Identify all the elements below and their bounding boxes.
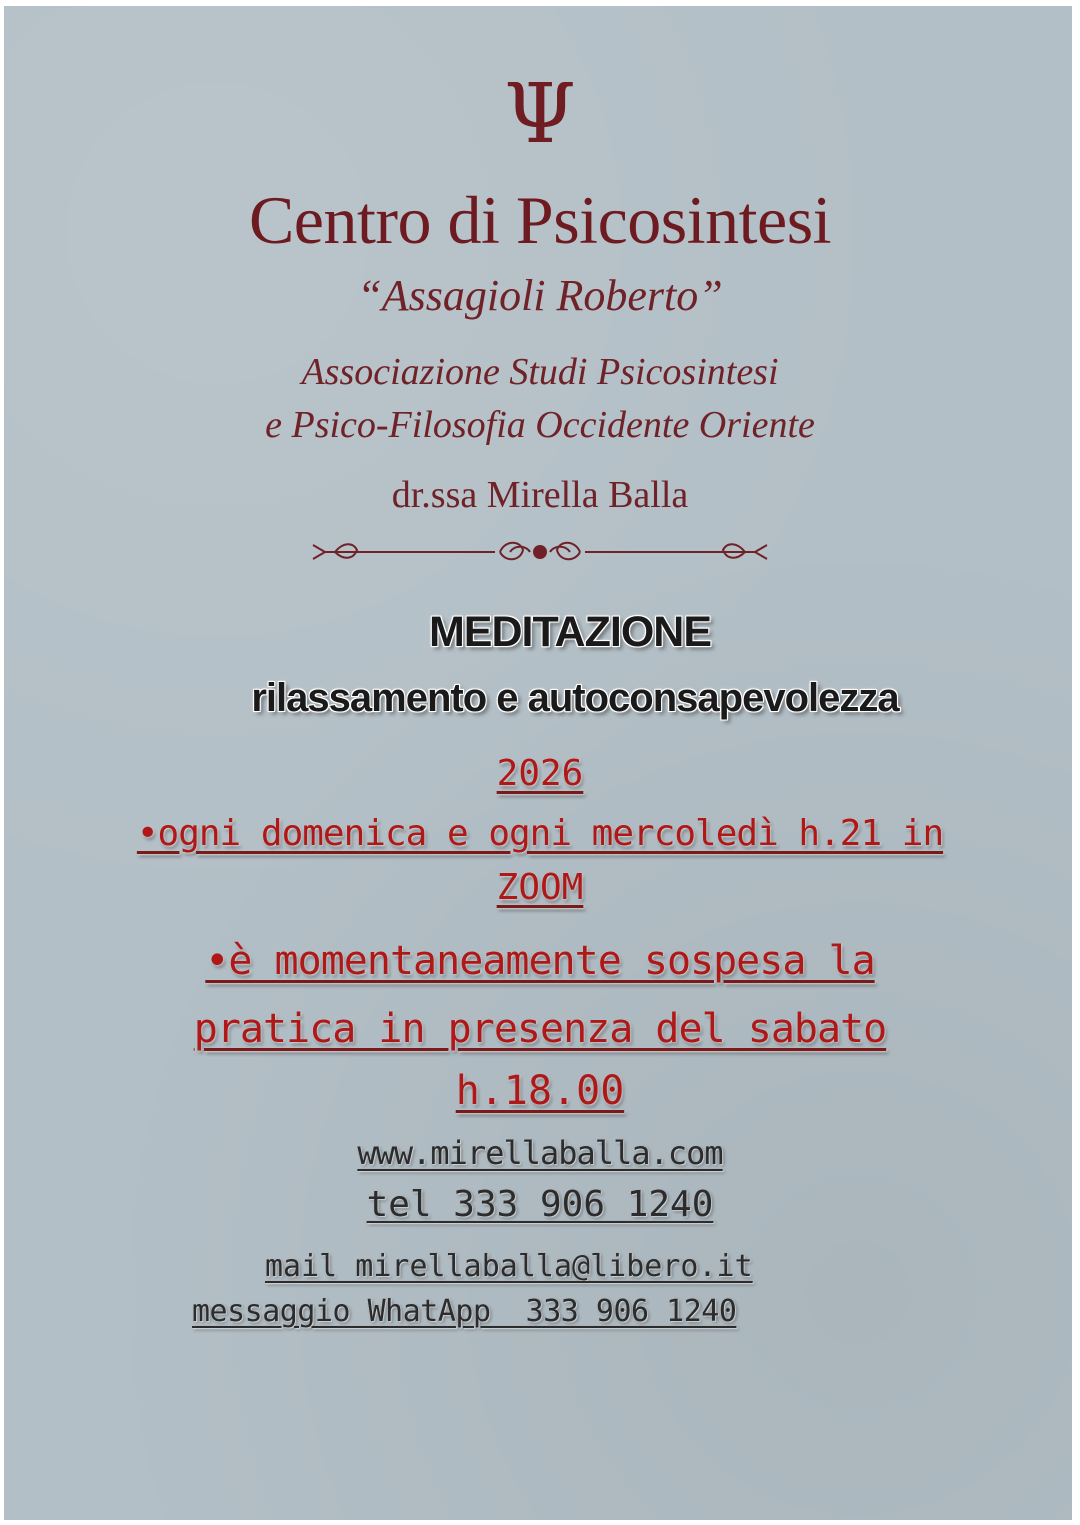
heading-title: MEDITAZIONE <box>428 608 712 656</box>
notice-line-2: pratica in presenza del sabato <box>193 1006 887 1052</box>
psi-logo-icon: Ψ <box>504 67 576 162</box>
schedule-year: 2026 <box>496 753 584 794</box>
doctor-name: dr.ssa Mirella Balla <box>391 474 689 516</box>
organization-title: Centro di Psicosintesi <box>248 182 832 258</box>
organization-subtitle: “Assagioli Roberto” <box>357 271 723 320</box>
association-line-2: e Psico-Filosofia Occidente Oriente <box>265 404 815 446</box>
whatsapp-contact[interactable]: messaggio WhatApp 333 906 1240 <box>192 1294 737 1329</box>
notice-line-1: •è momentaneamente sospesa la <box>205 938 875 984</box>
association-line-1: Associazione Studi Psicosintesi <box>301 351 779 393</box>
ornament-divider-icon <box>305 532 775 572</box>
phone-number[interactable]: tel 333 906 1240 <box>366 1184 714 1225</box>
schedule-line-1: •ogni domenica e ogni mercoledì h.21 in <box>136 813 944 854</box>
heading-subtitle: rilassamento e autoconsapevolezza <box>251 676 899 720</box>
website-link[interactable]: www.mirellaballa.com <box>357 1134 723 1172</box>
email-link[interactable]: mail mirellaballa@libero.it <box>265 1249 753 1284</box>
notice-line-3: h.18.00 <box>455 1068 625 1114</box>
schedule-line-2: ZOOM <box>496 867 584 908</box>
